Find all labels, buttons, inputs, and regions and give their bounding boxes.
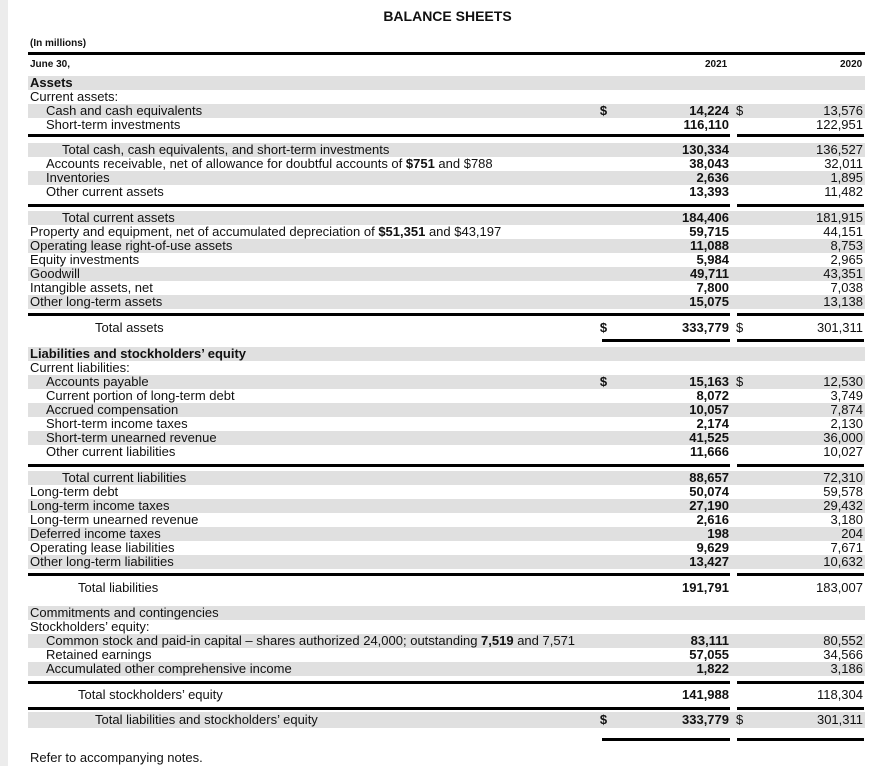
- row-label-text: Total cash, cash equivalents, and short-term investments: [62, 142, 390, 157]
- table-row: [28, 431, 865, 445]
- value-2020: 2,130: [830, 416, 863, 431]
- row-label-text: Short-term unearned revenue: [46, 430, 217, 445]
- row-label-text: Intangible assets, net: [30, 280, 153, 295]
- page-title: BALANCE SHEETS: [383, 8, 512, 24]
- table-row: [28, 688, 865, 702]
- value-2020: 32,011: [824, 156, 863, 171]
- subtotal-rule: [737, 204, 864, 207]
- total-rule: [737, 738, 864, 741]
- value-2021: 184,406: [682, 210, 729, 225]
- value-2021: 13,393: [689, 184, 729, 199]
- row-label: [30, 620, 149, 634]
- value-2021: 2,174: [696, 416, 729, 431]
- value-2020: 36,000: [823, 430, 863, 445]
- currency-symbol: $: [736, 712, 744, 727]
- value-2020: 122,951: [816, 117, 863, 132]
- value-2020: 8,753: [830, 238, 863, 253]
- value-2021: 38,043: [689, 156, 729, 171]
- column-header-2021: 2021: [705, 59, 728, 70]
- value-2020: 204: [841, 526, 863, 541]
- row-label: [30, 239, 232, 253]
- row-label: [46, 118, 180, 132]
- date-label: June 30,: [30, 59, 71, 70]
- row-label-text: Long-term debt: [30, 484, 119, 499]
- table-row: [28, 211, 865, 225]
- value-2020: 7,874: [830, 402, 863, 417]
- row-label: [30, 361, 130, 375]
- value-2020: 1,895: [830, 170, 863, 185]
- total-rule: [602, 339, 730, 342]
- row-label: [46, 375, 149, 389]
- value-2021: 88,657: [689, 470, 729, 485]
- value-2021: 141,988: [682, 687, 729, 702]
- row-label: [30, 527, 161, 541]
- subtotal-rule: [737, 464, 864, 467]
- row-label-bold: $751: [405, 156, 435, 171]
- value-2021: 333,779: [682, 712, 729, 727]
- subtotal-rule: [737, 573, 864, 576]
- table-row: [28, 403, 865, 417]
- row-label-text: Current portion of long-term debt: [46, 388, 235, 403]
- table-row: [28, 239, 865, 253]
- table-row: [28, 712, 865, 728]
- row-label: [78, 581, 158, 595]
- row-label: [46, 104, 202, 118]
- page-edge: [0, 0, 8, 766]
- table-row: [28, 253, 865, 267]
- row-label: [46, 403, 178, 417]
- table-row: [28, 347, 865, 361]
- table-row: [28, 541, 865, 555]
- value-2020: 34,566: [823, 647, 863, 662]
- value-2020: 301,311: [816, 320, 863, 335]
- table-row: [28, 321, 865, 335]
- row-label-text: Other long-term assets: [30, 294, 163, 309]
- subtotal-rule: [28, 707, 730, 710]
- row-label-text: Total liabilities and stockholders’ equity: [95, 712, 318, 727]
- row-label-text: Cash and cash equivalents: [46, 103, 203, 118]
- table-row: [28, 555, 865, 569]
- row-label: [30, 281, 153, 295]
- table-row: [28, 375, 865, 389]
- row-label: [46, 185, 164, 199]
- row-label-text: Goodwill: [30, 266, 80, 281]
- currency-symbol: $: [599, 374, 608, 389]
- table-row: [28, 662, 865, 676]
- total-rule: [602, 738, 730, 741]
- row-label: [62, 471, 186, 485]
- value-2020: 136,527: [816, 142, 863, 157]
- currency-symbol: $: [599, 712, 608, 727]
- row-label-text: Current liabilities:: [30, 360, 130, 375]
- value-2021: 116,110: [683, 117, 729, 132]
- value-2021: 11,666: [689, 444, 729, 459]
- value-2021: 50,074: [689, 484, 729, 499]
- row-label-text: Total current assets: [62, 210, 175, 225]
- value-2020: 181,915: [816, 210, 863, 225]
- row-label-text: Other long-term liabilities: [30, 554, 174, 569]
- row-label-text: Inventories: [46, 170, 110, 185]
- value-2020: 12,530: [823, 374, 863, 389]
- table-row: [28, 104, 865, 118]
- value-2021: 15,075: [689, 294, 729, 309]
- value-2021: 15,163: [689, 374, 729, 389]
- table-row: [28, 143, 865, 157]
- currency-symbol: $: [736, 103, 744, 118]
- row-label: [46, 662, 292, 676]
- value-2020: 10,632: [823, 554, 863, 569]
- table-row: [28, 606, 865, 620]
- table-row: [28, 485, 865, 499]
- row-label: [46, 157, 493, 171]
- row-label: [30, 253, 139, 267]
- table-row: [28, 417, 865, 431]
- row-label: [30, 295, 162, 309]
- value-2021: 49,711: [689, 266, 729, 281]
- value-2021: 57,055: [689, 647, 729, 662]
- table-row: [28, 157, 865, 171]
- table-row: [28, 185, 865, 199]
- value-2021: 333,779: [682, 320, 729, 335]
- currency-symbol: $: [736, 320, 744, 335]
- row-label-text: Common stock and paid-in capital – shares authorized 24,000; outstanding: [46, 633, 482, 648]
- row-label-text: Short-term income taxes: [46, 416, 188, 431]
- table-row: [28, 118, 865, 132]
- row-label: [30, 225, 501, 239]
- row-label-text: Long-term income taxes: [30, 498, 170, 513]
- footnote: Refer to accompanying notes.: [30, 750, 203, 765]
- units-label: (In millions): [30, 38, 87, 49]
- row-label-bold: $51,351: [378, 224, 426, 239]
- table-row: [28, 499, 865, 513]
- subtotal-rule: [737, 681, 864, 684]
- row-label-text: Operating lease liabilities: [30, 540, 175, 555]
- row-label: [46, 431, 217, 445]
- row-label: [46, 389, 235, 403]
- row-label-text: Accounts receivable, net of allowance for doubtful accounts of: [46, 156, 406, 171]
- value-2021: 7,800: [696, 280, 729, 295]
- row-label: [30, 485, 118, 499]
- value-2021: 13,427: [689, 554, 729, 569]
- row-label-text: Other current assets: [46, 184, 164, 199]
- row-label-text: Total assets: [95, 320, 164, 335]
- value-2020: 183,007: [816, 580, 863, 595]
- value-2021: 2,616: [696, 512, 729, 527]
- value-2020: 2,965: [830, 252, 863, 267]
- row-label: [30, 555, 174, 569]
- row-label-text: Property and equipment, net of accumulated depreciation of: [30, 224, 379, 239]
- row-label-text: Total stockholders’ equity: [78, 687, 223, 702]
- table-row: [28, 620, 865, 634]
- subtotal-rule: [28, 134, 730, 137]
- value-2020: 72,310: [823, 470, 863, 485]
- row-label-text: Other current liabilities: [46, 444, 176, 459]
- row-label-text: Liabilities and stockholders’ equity: [30, 346, 246, 361]
- value-2021: 8,072: [696, 388, 729, 403]
- subtotal-rule: [28, 464, 730, 467]
- value-2020: 44,151: [823, 224, 863, 239]
- section-heading: [30, 347, 246, 361]
- row-label-post: and 7,571: [513, 633, 576, 648]
- table-row: [28, 527, 865, 541]
- row-label: [46, 634, 575, 648]
- table-row: [28, 171, 865, 185]
- value-2020: 11,482: [824, 184, 863, 199]
- value-2021: 83,111: [690, 633, 729, 648]
- row-label-post: and $43,197: [425, 224, 502, 239]
- row-label-text: Equity investments: [30, 252, 140, 267]
- table-row: [28, 225, 865, 239]
- value-2021: 9,629: [696, 540, 729, 555]
- subtotal-rule: [737, 313, 864, 316]
- value-2020: 3,749: [830, 388, 863, 403]
- table-row: [28, 513, 865, 527]
- row-label-text: Assets: [30, 75, 73, 90]
- value-2020: 3,180: [830, 512, 863, 527]
- row-label-post: and $788: [434, 156, 493, 171]
- value-2020: 301,311: [816, 712, 863, 727]
- value-2021: 191,791: [682, 580, 729, 595]
- row-label: [95, 321, 164, 335]
- value-2020: 7,038: [830, 280, 863, 295]
- row-label-text: Accounts payable: [46, 374, 149, 389]
- row-label: [46, 417, 188, 431]
- value-2021: 5,984: [696, 252, 729, 267]
- table-row: [28, 295, 865, 309]
- value-2020: 13,138: [823, 294, 863, 309]
- row-label: [62, 143, 389, 157]
- currency-symbol: $: [599, 103, 608, 118]
- subtotal-rule: [737, 134, 864, 137]
- row-label: [78, 688, 223, 702]
- currency-symbol: $: [736, 374, 744, 389]
- row-label-text: Commitments and contingencies: [30, 605, 219, 620]
- row-label-text: Long-term unearned revenue: [30, 512, 199, 527]
- value-2020: 3,186: [830, 661, 863, 676]
- row-label-text: Short-term investments: [46, 117, 181, 132]
- section-heading: [30, 76, 73, 90]
- table-row: [28, 648, 865, 662]
- value-2020: 59,578: [823, 484, 863, 499]
- subtotal-rule: [28, 313, 730, 316]
- value-2021: 14,224: [689, 103, 729, 118]
- table-row: [28, 76, 865, 90]
- value-2021: 130,334: [682, 142, 729, 157]
- currency-symbol: $: [599, 320, 608, 335]
- value-2021: 198: [707, 526, 729, 541]
- table-row: [28, 267, 865, 281]
- subtotal-rule: [28, 573, 730, 576]
- table-row: [28, 581, 865, 595]
- table-row: [28, 361, 865, 375]
- value-2021: 10,057: [689, 402, 729, 417]
- value-2020: 118,304: [816, 687, 863, 702]
- row-label: [30, 499, 169, 513]
- row-label-text: Total current liabilities: [62, 470, 187, 485]
- row-label: [30, 267, 80, 281]
- row-label: [30, 541, 175, 555]
- row-label: [46, 171, 110, 185]
- table-row: [28, 445, 865, 459]
- subtotal-rule: [28, 681, 730, 684]
- row-label-text: Total liabilities: [78, 580, 159, 595]
- value-2021: 1,822: [696, 661, 729, 676]
- total-rule: [737, 339, 864, 342]
- row-label: [62, 211, 175, 225]
- value-2021: 27,190: [689, 498, 729, 513]
- value-2021: 41,525: [689, 430, 729, 445]
- value-2021: 11,088: [689, 238, 729, 253]
- row-label-text: Accrued compensation: [46, 402, 179, 417]
- value-2020: 80,552: [823, 633, 863, 648]
- header-rule: [28, 52, 865, 55]
- row-label: [30, 90, 118, 104]
- row-label: [95, 712, 318, 728]
- row-label-text: Retained earnings: [46, 647, 152, 662]
- row-label-text: Stockholders’ equity:: [30, 619, 150, 634]
- row-label: [46, 648, 152, 662]
- table-row: [28, 90, 865, 104]
- value-2021: 59,715: [689, 224, 729, 239]
- row-label-bold: 7,519: [481, 633, 514, 648]
- subtotal-rule: [28, 204, 730, 207]
- row-label: [30, 606, 219, 620]
- row-label: [30, 513, 198, 527]
- row-label-text: Deferred income taxes: [30, 526, 161, 541]
- table-row: [28, 471, 865, 485]
- row-label: [46, 445, 175, 459]
- column-header-2020: 2020: [840, 59, 863, 70]
- table-row: [28, 281, 865, 295]
- value-2020: 13,576: [823, 103, 863, 118]
- value-2021: 2,636: [696, 170, 729, 185]
- subtotal-rule: [737, 707, 864, 710]
- row-label-text: Accumulated other comprehensive income: [46, 661, 292, 676]
- table-row: [28, 389, 865, 403]
- value-2020: 29,432: [823, 498, 863, 513]
- row-label-text: Current assets:: [30, 89, 119, 104]
- value-2020: 43,351: [823, 266, 863, 281]
- table-row: [28, 634, 865, 648]
- value-2020: 10,027: [823, 444, 863, 459]
- value-2020: 7,671: [830, 540, 863, 555]
- row-label-text: Operating lease right-of-use assets: [30, 238, 233, 253]
